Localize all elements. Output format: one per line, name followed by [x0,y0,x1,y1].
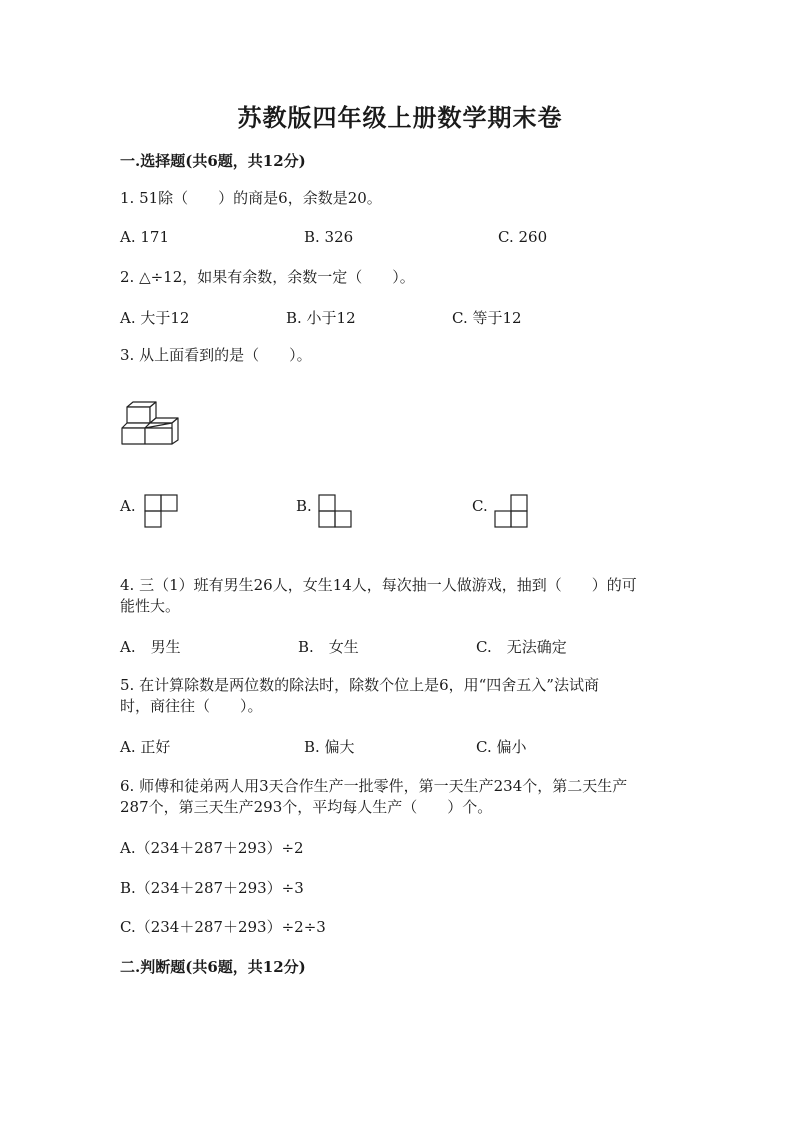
q5-option-b: B. 偏大 [304,738,355,756]
q3-option-b: B. [296,497,312,515]
question-1: 1. 51除（ ）的商是6，余数是20。 [120,189,382,207]
q1-option-a: A. 171 [120,228,169,246]
q3-option-a: A. [120,497,136,515]
q3-option-c: C. [472,497,488,515]
section-heading-true-false: 二.判断题(共6题，共12分) [120,958,306,976]
cube-stack-figure [120,400,182,446]
question-6-line-2: 287个，第三天生产293个，平均每人生产（ ）个。 [120,798,493,816]
q6-option-b: B.（234＋287＋293）÷3 [120,879,304,897]
q4-option-b: B. 女生 [298,638,359,656]
q4-option-a: A. 男生 [120,638,181,656]
page-title: 苏教版四年级上册数学期末卷 [237,103,563,132]
option-c-top-view-figure [494,494,528,528]
q4-option-c: C. 无法确定 [476,638,567,656]
question-4-line-2: 能性大。 [120,597,181,615]
section-heading-choice: 一.选择题(共6题，共12分) [120,152,306,170]
q6-option-c: C.（234＋287＋293）÷2÷3 [120,918,326,936]
q1-option-b: B. 326 [304,228,354,246]
q2-option-c: C. 等于12 [452,309,522,327]
q2-option-b: B. 小于12 [286,309,356,327]
question-2: 2. △÷12，如果有余数，余数一定（ ）。 [120,268,415,286]
option-a-top-view-figure [144,494,178,528]
q5-option-a: A. 正好 [120,738,171,756]
q5-option-c: C. 偏小 [476,738,527,756]
question-5-line-1: 5. 在计算除数是两位数的除法时，除数个位上是6，用“四舍五入”法试商 [120,676,599,694]
question-3: 3. 从上面看到的是（ ）。 [120,346,312,364]
option-b-top-view-figure [318,494,352,528]
question-5-line-2: 时，商往往（ ）。 [120,697,263,715]
question-6-line-1: 6. 师傅和徒弟两人用3天合作生产一批零件，第一天生产234个，第二天生产 [120,777,628,795]
q2-option-a: A. 大于12 [120,309,190,327]
q1-option-c: C. 260 [498,228,548,246]
question-4-line-1: 4. 三（1）班有男生26人，女生14人，每次抽一人做游戏，抽到（ ）的可 [120,576,637,594]
q6-option-a: A.（234＋287＋293）÷2 [120,839,304,857]
